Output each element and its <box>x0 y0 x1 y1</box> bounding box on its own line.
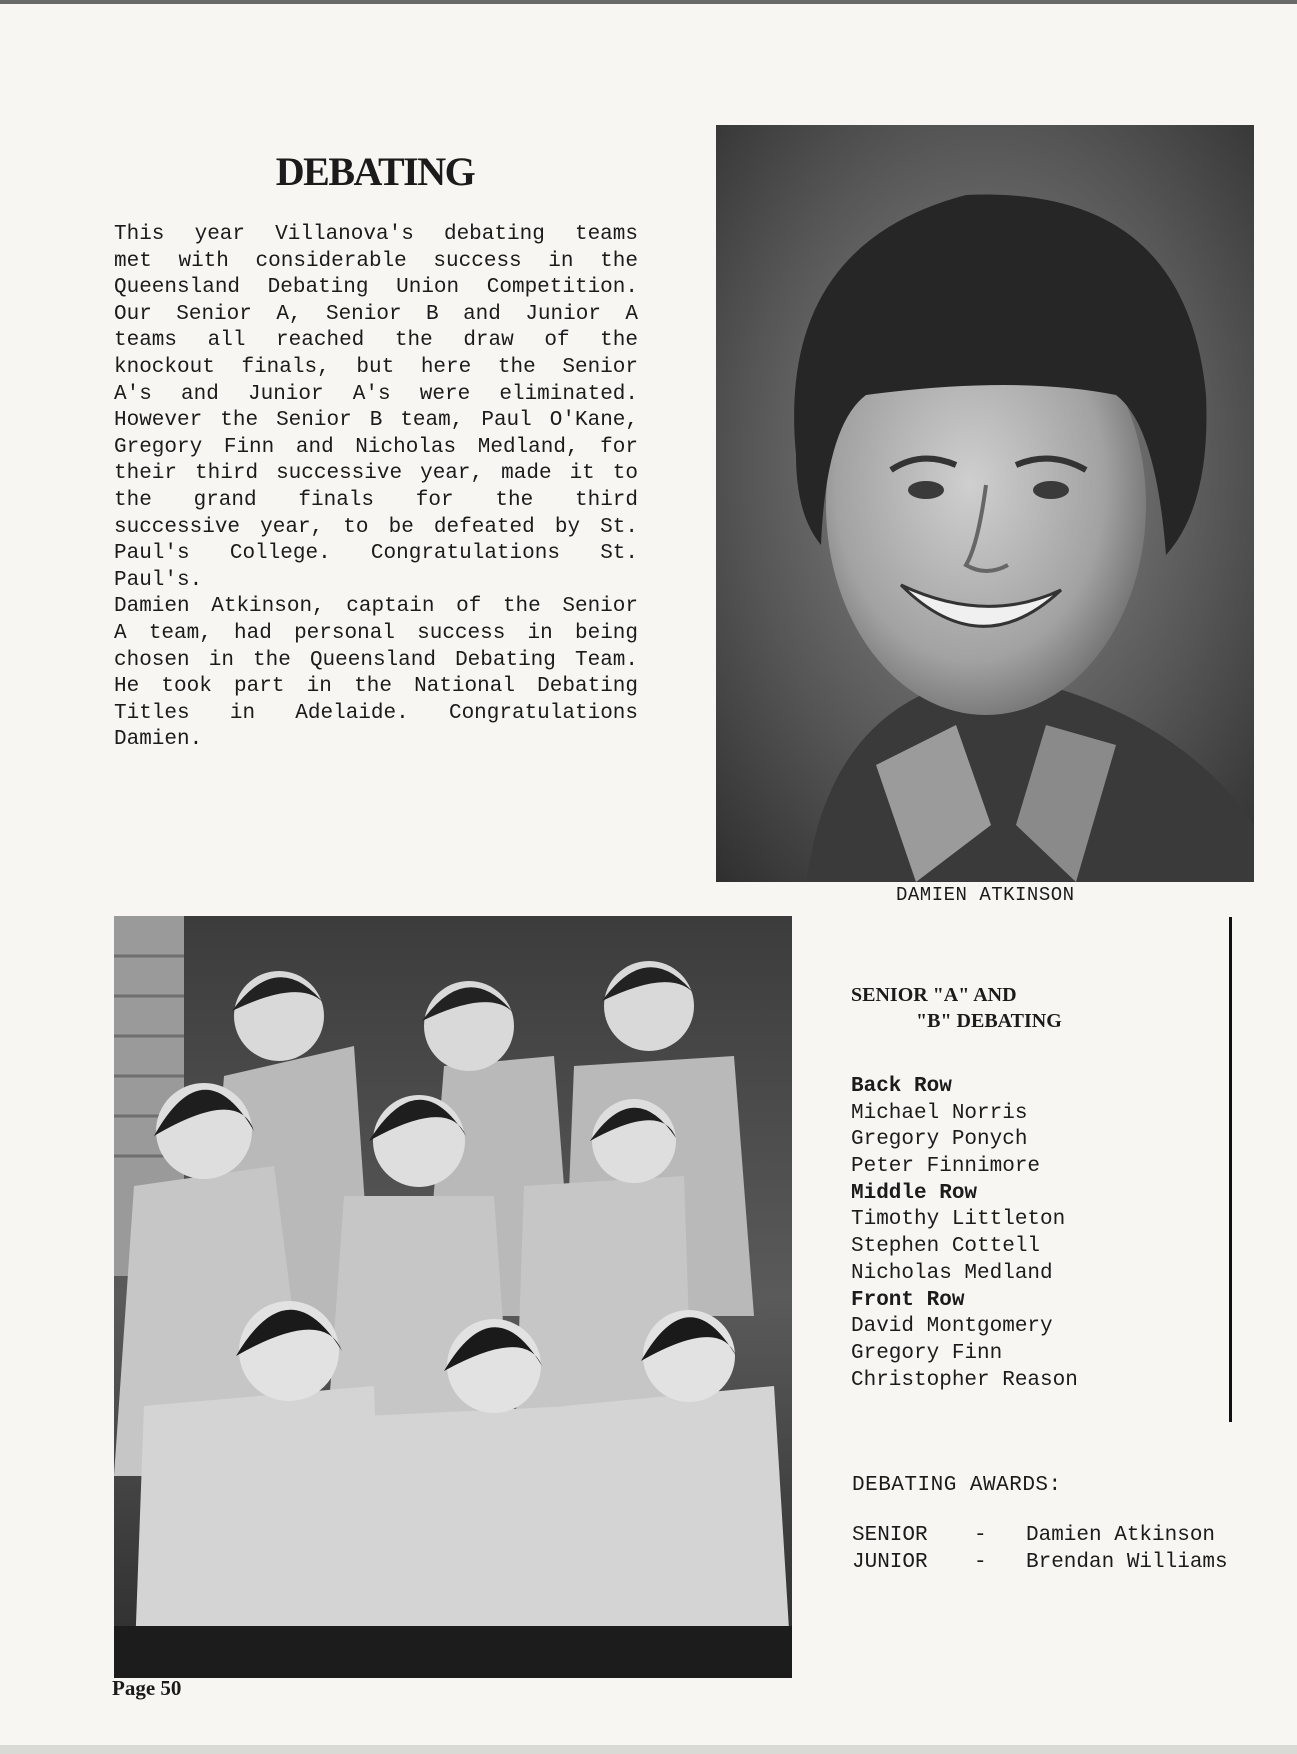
award-winner: Damien Atkinson <box>1026 1524 1216 1547</box>
roster-member: Nicholas Medland <box>851 1261 1053 1285</box>
award-row <box>852 1523 1228 1550</box>
roster-heading-line2: "B" DEBATING <box>916 1010 1062 1032</box>
roster-member: Timothy Littleton <box>851 1208 1066 1232</box>
back-row-label: Back Row <box>851 1075 952 1098</box>
roster-member: Christopher Reason <box>851 1368 1078 1392</box>
team-roster <box>851 982 1171 1394</box>
article-line: chosen in the Queensland Debating Team. <box>114 648 638 672</box>
award-category: JUNIOR <box>852 1550 928 1574</box>
page-title: DEBATING <box>275 149 475 194</box>
award-dash: - <box>974 1550 987 1574</box>
debating-awards <box>852 1474 1228 1576</box>
article-line: A's and Junior A's were eliminated. <box>114 382 638 406</box>
middle-row-label: Middle Row <box>851 1181 978 1205</box>
article-line: Paul's. <box>114 568 203 592</box>
article-line: Titles in Adelaide. Congratulations <box>114 701 638 725</box>
awards-title: DEBATING AWARDS: <box>852 1474 1062 1497</box>
roster-member: Gregory Finn <box>851 1341 1003 1365</box>
bottom-rule <box>0 1745 1297 1754</box>
portrait-caption: DAMIEN ATKINSON <box>896 884 1075 906</box>
article-line: the grand finals for the third <box>114 488 638 512</box>
award-category: SENIOR <box>852 1524 928 1547</box>
award-row <box>852 1550 1228 1577</box>
article-line: teams all reached the draw of the <box>114 329 638 353</box>
article-line: A team, had personal success in being <box>114 621 638 645</box>
front-row-label: Front Row <box>851 1288 965 1312</box>
article-body <box>114 222 638 754</box>
article-line: This year Villanova's debating teams <box>114 223 638 246</box>
roster-divider <box>1229 917 1232 1422</box>
portrait-photo <box>716 125 1254 882</box>
article-line: knockout finals, but here the Senior <box>114 355 638 379</box>
roster-member: Peter Finnimore <box>851 1155 1041 1179</box>
article-line: met with considerable success in the <box>114 249 638 273</box>
article-line: Our Senior A, Senior B and Junior A <box>114 302 638 326</box>
roster-member: David Montgomery <box>851 1315 1053 1339</box>
roster-member: Stephen Cottell <box>851 1235 1041 1259</box>
awards-table <box>852 1523 1228 1576</box>
article-line: successive year, to be defeated by St. <box>114 515 638 539</box>
top-rule <box>0 0 1297 4</box>
roster-heading <box>851 982 1171 1034</box>
page-number: Page 50 <box>112 1676 182 1700</box>
group-photo-illustration <box>114 916 792 1678</box>
award-winner: Brendan Williams <box>1026 1550 1228 1574</box>
article-line: Paul's College. Congratulations St. <box>114 542 638 566</box>
roster-member: Michael Norris <box>851 1101 1028 1125</box>
roster-heading-line1: SENIOR "A" AND <box>851 984 1017 1006</box>
article-line: However the Senior B team, Paul O'Kane, <box>114 409 638 433</box>
portrait-illustration <box>716 125 1254 882</box>
article-line: Gregory Finn and Nicholas Medland, for <box>114 435 638 459</box>
article-line: Queensland Debating Union Competition. <box>114 276 638 300</box>
roster-member: Gregory Ponych <box>851 1128 1028 1152</box>
award-dash: - <box>974 1524 987 1547</box>
article-line: Damien. <box>114 728 203 752</box>
article-line: their third successive year, made it to <box>114 462 638 486</box>
article-line: Damien Atkinson, captain of the Senior <box>114 595 638 619</box>
group-photo <box>114 916 792 1678</box>
article-line: He took part in the National Debating <box>114 675 638 699</box>
